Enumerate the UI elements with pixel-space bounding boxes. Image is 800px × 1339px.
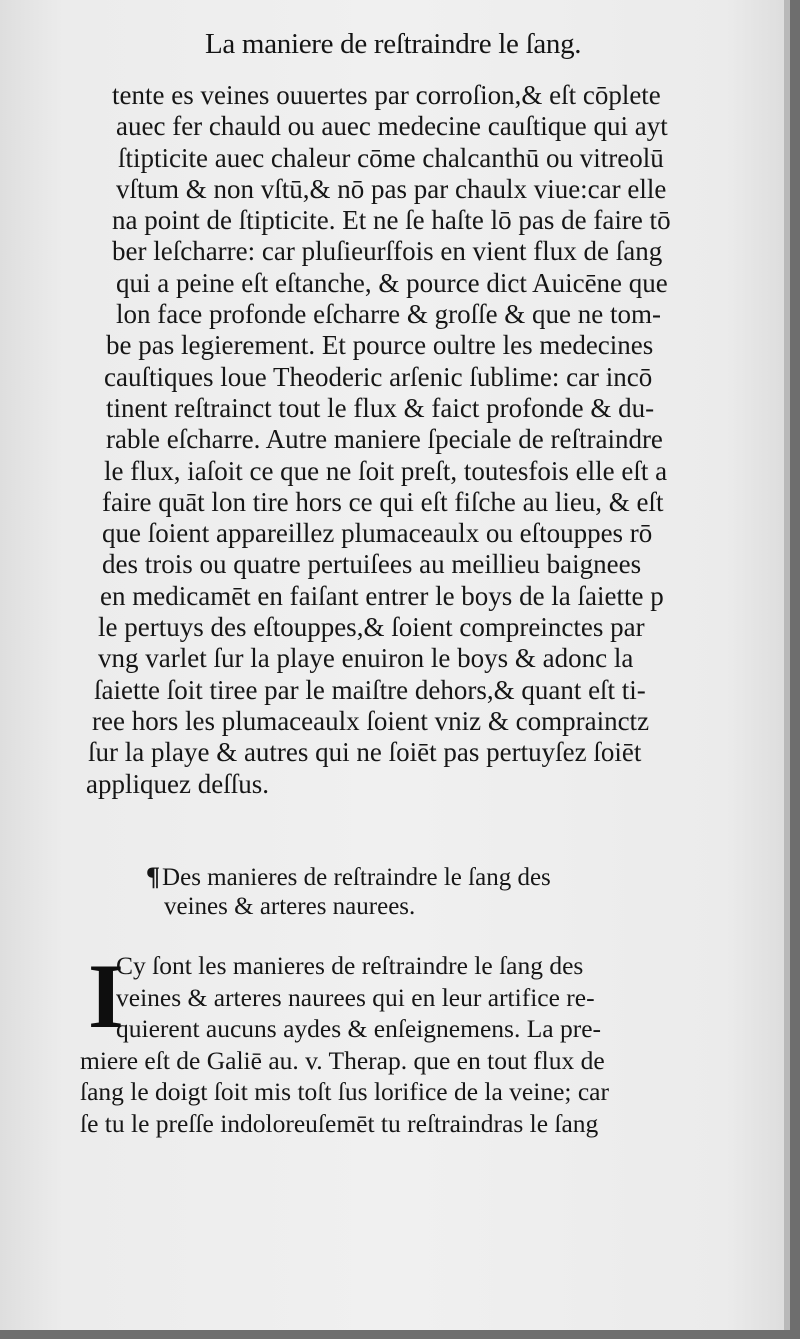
text-line: cauſtiques loue Theoderic arſenic ſublime: car incō [104, 361, 653, 392]
heading-text: Des manieres de reſtraindre le ſang des [162, 864, 551, 891]
text-line: ſang le doigt ſoit mis toſt ſus lorifice de la veine; car [80, 1077, 609, 1106]
pilcrow-mark: ¶ [146, 862, 161, 891]
text-line: ſtipticite auec chaleur cōme chalcanthū ou vitreolū [118, 142, 664, 173]
text-line: auec fer chauld ou auec medecine cauſtique qui ayt [116, 111, 668, 142]
text-line: ſe tu le preſſe indoloreuſemēt tu reſtraindras le ſang [80, 1108, 599, 1138]
text-line: tente es veines ouuertes par corroſion,& eſt cōplete [112, 80, 661, 110]
text-line: rable eſcharre. Autre maniere ſpeciale de reſtraindre [106, 424, 663, 455]
text-line: vſtum & non vſtū,& nō pas par chaulx viue:car elle [116, 173, 667, 204]
text-line: faire quāt lon tire hors ce qui eſt fiſche au lieu, & eſt [102, 486, 664, 517]
text-line: veines & arteres naurees qui en leur artifice re- [116, 982, 595, 1012]
text-line: Cy ſont les manieres de reſtraindre le ſang des [116, 951, 584, 980]
text-line: en medicamēt en faiſant entrer le boys de la ſaiette p [100, 580, 664, 611]
running-head: La maniere de reſtraindre le ſang. [205, 28, 582, 60]
text-line: ſur la playe & autres qui ne ſoiēt pas pertuyſez ſoiēt [88, 737, 642, 768]
body-text [82, 80, 734, 800]
text-line: quierent aucuns aydes & enſeignemens. La pre- [116, 1014, 602, 1043]
text-line: vng varlet ſur la playe enuiron le boys & adonc la [98, 643, 634, 674]
text-line: na point de ſtipticite. Et ne ſe haſte lō pas de faire tō [112, 205, 671, 236]
heading-line [146, 862, 666, 892]
text-line: qui a peine eſt eſtanche, & pource dict Auicēne que [116, 267, 668, 298]
drop-cap-initial: I [88, 945, 124, 1047]
text-line: le flux, iaſoit ce que ne ſoit preſt, toutesfois elle eſt a [104, 455, 668, 486]
text-line: ree hors les plumaceaulx ſoient vniz & comprainctz [92, 705, 650, 736]
text-line: le pertuys des eſtouppes,& ſoient compreinctes par [98, 612, 645, 643]
text-line: ber leſcharre: car pluſieurſfois en vient flux de ſang [112, 236, 663, 267]
text-line: tinent reſtrainct tout le flux & faict profonde & du- [106, 392, 655, 423]
text-line: que ſoient appareillez plumaceaulx ou eſtouppes rō [102, 518, 653, 549]
text-line: des trois ou quatre pertuiſees au meillieu baignees [102, 549, 642, 580]
section-heading [146, 862, 666, 922]
text-line: ſaiette ſoit tiree par le maiſtre dehors,& quant eſt ti- [94, 674, 646, 705]
section-text [80, 945, 740, 1139]
text-line: be pas legierement. Et pource oultre les medecines [106, 330, 654, 361]
heading-line: veines & arteres naurees. [164, 893, 416, 920]
text-line: miere eſt de Galiē au. v. Therap. que en tout flux de [80, 1045, 605, 1075]
text-line: lon face profonde eſcharre & groſſe & que ne tom- [116, 299, 662, 330]
text-line: appliquez deſſus. [86, 768, 269, 799]
